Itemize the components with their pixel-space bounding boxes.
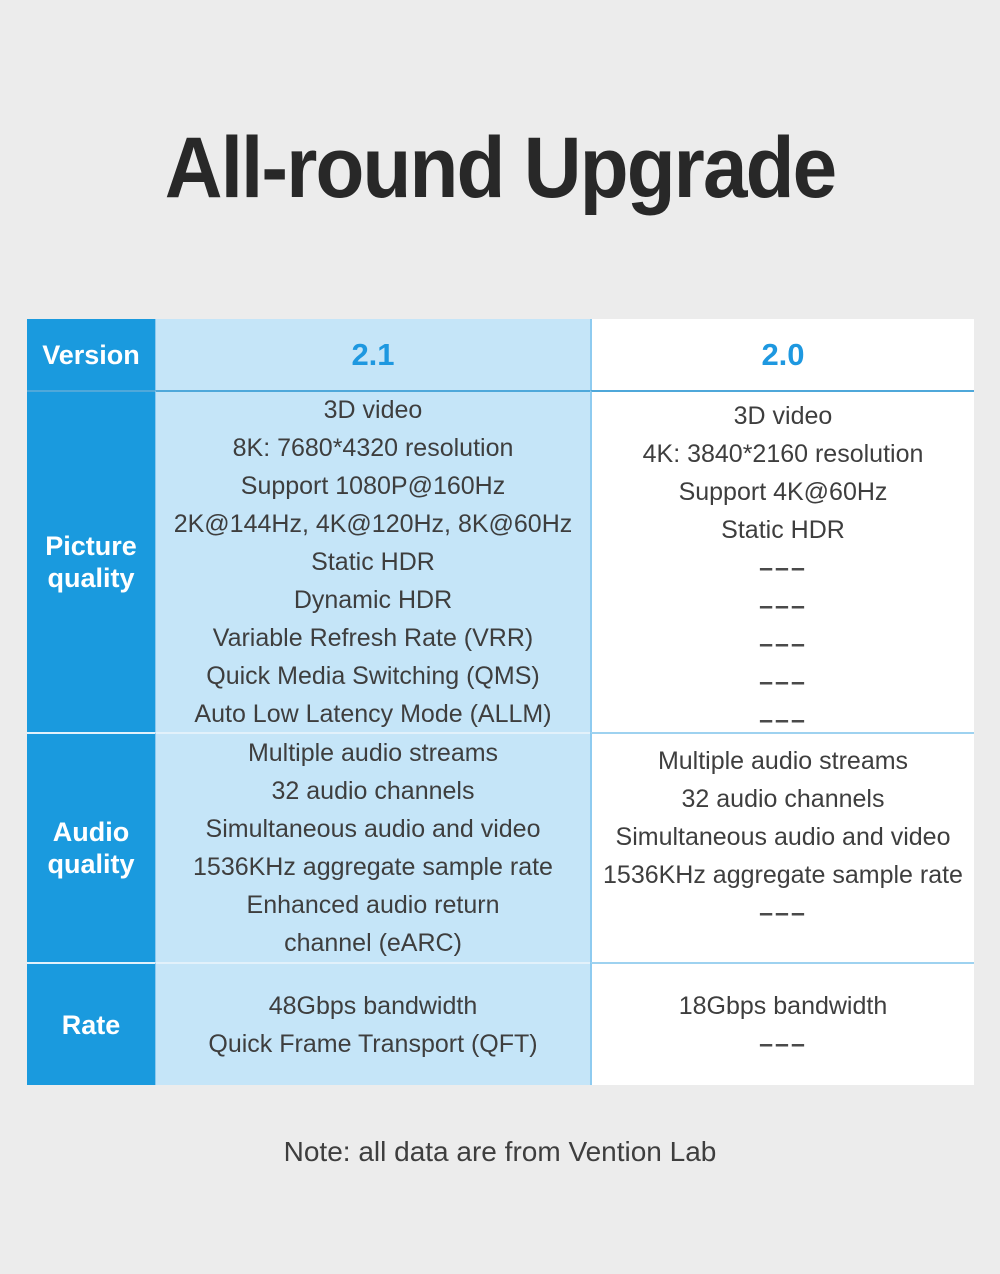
cell-line: Static HDR bbox=[721, 516, 845, 544]
cell-line: Auto Low Latency Mode (ALLM) bbox=[194, 700, 552, 728]
audio-quality-2-1-cell bbox=[155, 732, 590, 962]
cell-line: ––– bbox=[759, 592, 807, 620]
audio-quality-2-0-cell bbox=[590, 732, 974, 962]
comparison-table bbox=[27, 319, 974, 1085]
cell-line: 3D video bbox=[733, 402, 833, 430]
cell-line: Dynamic HDR bbox=[293, 586, 453, 614]
cell-line: ––– bbox=[759, 554, 807, 582]
rate-2-1-cell bbox=[155, 962, 590, 1085]
cell-line: 32 audio channels bbox=[681, 785, 885, 813]
cell-line: Enhanced audio return bbox=[246, 891, 500, 919]
cell-line: Multiple audio streams bbox=[247, 739, 499, 767]
cell-line: Support 1080P@160Hz bbox=[240, 472, 506, 500]
rate-2-0-cell bbox=[590, 962, 974, 1085]
hdmi-2-1-header-cell: 2.1 bbox=[155, 319, 590, 390]
cell-line: 2K@144Hz, 4K@120Hz, 8K@60Hz bbox=[173, 510, 573, 538]
cell-line: Variable Refresh Rate (VRR) bbox=[212, 624, 534, 652]
picture-quality-label-cell: Picture quality bbox=[27, 390, 155, 732]
cell-line: ––– bbox=[759, 668, 807, 696]
cell-line: Quick Media Switching (QMS) bbox=[206, 662, 540, 690]
page-title: All-round Upgrade bbox=[164, 120, 836, 216]
cell-line: Simultaneous audio and video bbox=[615, 823, 951, 851]
cell-line: ––– bbox=[759, 706, 807, 732]
cell-line: Support 4K@60Hz bbox=[678, 478, 888, 506]
cell-line: Static HDR bbox=[311, 548, 435, 576]
picture-quality-2-1-cell bbox=[155, 390, 590, 732]
cell-line: 4K: 3840*2160 resolution bbox=[642, 440, 924, 468]
cell-line: ––– bbox=[759, 899, 807, 927]
rate-label-cell: Rate bbox=[27, 962, 155, 1085]
cell-line: ––– bbox=[759, 630, 807, 658]
cell-line: Quick Frame Transport (QFT) bbox=[208, 1029, 538, 1058]
audio-quality-label-cell: Audio quality bbox=[27, 732, 155, 962]
cell-line: ––– bbox=[759, 1029, 807, 1058]
version-header-cell: Version bbox=[27, 319, 155, 390]
picture-quality-2-0-cell bbox=[590, 390, 974, 732]
cell-line: 3D video bbox=[323, 396, 423, 424]
cell-line: 48Gbps bandwidth bbox=[268, 991, 478, 1020]
cell-line: 1536KHz aggregate sample rate bbox=[193, 853, 553, 881]
cell-line: 1536KHz aggregate sample rate bbox=[603, 861, 963, 889]
cell-line: 32 audio channels bbox=[271, 777, 475, 805]
note-text: Note: all data are from Vention Lab bbox=[283, 1136, 717, 1167]
cell-line: channel (eARC) bbox=[284, 929, 462, 957]
cell-line: 18Gbps bandwidth bbox=[678, 991, 888, 1020]
hdmi-2-0-header-cell: 2.0 bbox=[590, 319, 974, 390]
cell-line: Simultaneous audio and video bbox=[205, 815, 541, 843]
cell-line: Multiple audio streams bbox=[657, 747, 909, 775]
cell-line: 8K: 7680*4320 resolution bbox=[232, 434, 514, 462]
